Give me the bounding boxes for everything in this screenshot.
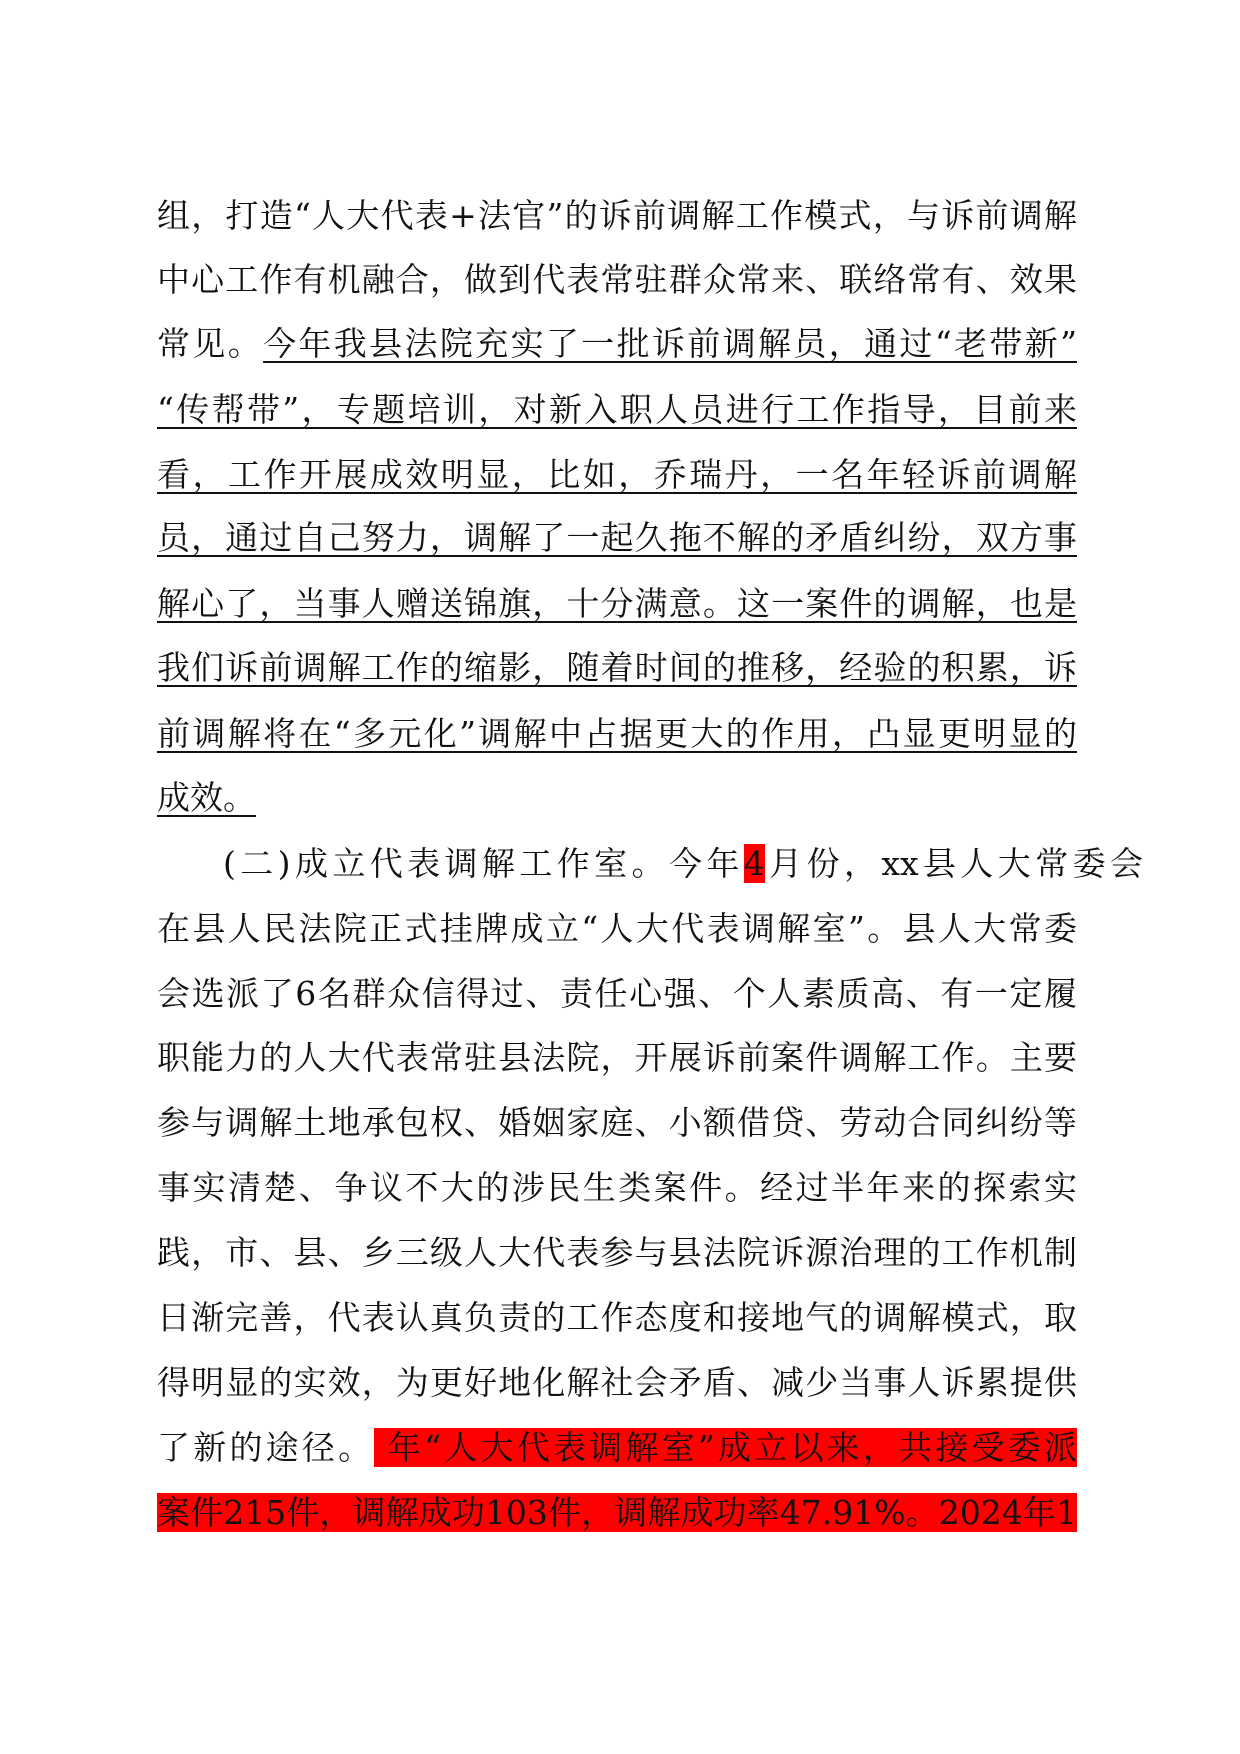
line-text: 常见。 [157, 324, 264, 363]
highlighted-text: 年“人大代表调解室”成立以来，共接受委派 [374, 1428, 1077, 1467]
paragraph-line [157, 964, 1077, 1024]
highlighted-text: 案件215件，调解成功103件，调解成功率47.91%。2024年1 [157, 1493, 1077, 1532]
line-text: 在县人民法院正式挂牌成立“人大代表调解室”。县人大常委 [157, 909, 1077, 948]
underlined-text: “传帮带”，专题培训，对新入职人员进行工作指导，目前来 [157, 390, 1077, 429]
line-text: 中心工作有机融合，做到代表常驻群众常来、联络常有、效果 [157, 260, 1077, 299]
paragraph-line [157, 1353, 1077, 1413]
paragraph-line [157, 704, 1077, 764]
paragraph-line [157, 574, 1077, 634]
line-text: 了新的途径。 [157, 1428, 375, 1467]
line-text: 会选派了6名群众信得过、责任心强、个人素质高、有一定履 [157, 974, 1077, 1013]
paragraph-line [157, 768, 1077, 828]
section-heading-line [157, 834, 1143, 894]
paragraph-line [157, 1093, 1077, 1153]
paragraph-line [157, 1223, 1077, 1283]
underlined-text: 今年我县法院充实了一批诉前调解员，通过“老带新” [263, 324, 1077, 363]
highlighted-text: 4 [743, 844, 765, 883]
line-text: 职能力的人大代表常驻县法院，开展诉前案件调解工作。主要 [157, 1038, 1077, 1077]
paragraph-line [157, 380, 1077, 440]
paragraph-line [157, 1288, 1077, 1348]
paragraph-line [157, 1028, 1077, 1088]
underlined-text: 员，通过自己努力，调解了一起久拖不解的矛盾纠纷，双方事 [157, 518, 1077, 557]
underlined-text: 解心了，当事人赠送锦旗，十分满意。这一案件的调解，也是 [157, 584, 1077, 623]
paragraph-line [157, 638, 1077, 698]
underlined-text: 成效。 [157, 778, 256, 817]
paragraph-line [157, 445, 1077, 505]
underlined-text: 前调解将在“多元化”调解中占据更大的作用，凸显更明显的 [157, 714, 1077, 753]
paragraph-line [157, 1483, 1077, 1543]
line-text: 组，打造“人大代表+法官”的诉前调解工作模式，与诉前调解 [157, 196, 1077, 235]
paragraph-line [157, 186, 1077, 246]
paragraph-line [157, 314, 1077, 374]
paragraph-line [157, 508, 1077, 568]
line-text: (二)成立代表调解工作室。今年 [223, 844, 744, 883]
line-text: 月份，xx县人大常委会 [764, 844, 1143, 883]
line-text: 得明显的实效，为更好地化解社会矛盾、减少当事人诉累提供 [157, 1363, 1077, 1402]
paragraph-line [157, 250, 1077, 310]
underlined-text: 我们诉前调解工作的缩影，随着时间的推移，经验的积累，诉 [157, 648, 1077, 687]
paragraph-line [157, 1418, 1077, 1478]
line-text: 践，市、县、乡三级人大代表参与县法院诉源治理的工作机制 [157, 1233, 1077, 1272]
line-text: 事实清楚、争议不大的涉民生类案件。经过半年来的探索实 [157, 1168, 1077, 1207]
paragraph-line [157, 899, 1077, 959]
paragraph-line [157, 1158, 1077, 1218]
line-text: 日渐完善，代表认真负责的工作态度和接地气的调解模式，取 [157, 1298, 1077, 1337]
line-text: 参与调解土地承包权、婚姻家庭、小额借贷、劳动合同纠纷等 [157, 1103, 1077, 1142]
underlined-text: 看，工作开展成效明显，比如，乔瑞丹，一名年轻诉前调解 [157, 455, 1077, 494]
